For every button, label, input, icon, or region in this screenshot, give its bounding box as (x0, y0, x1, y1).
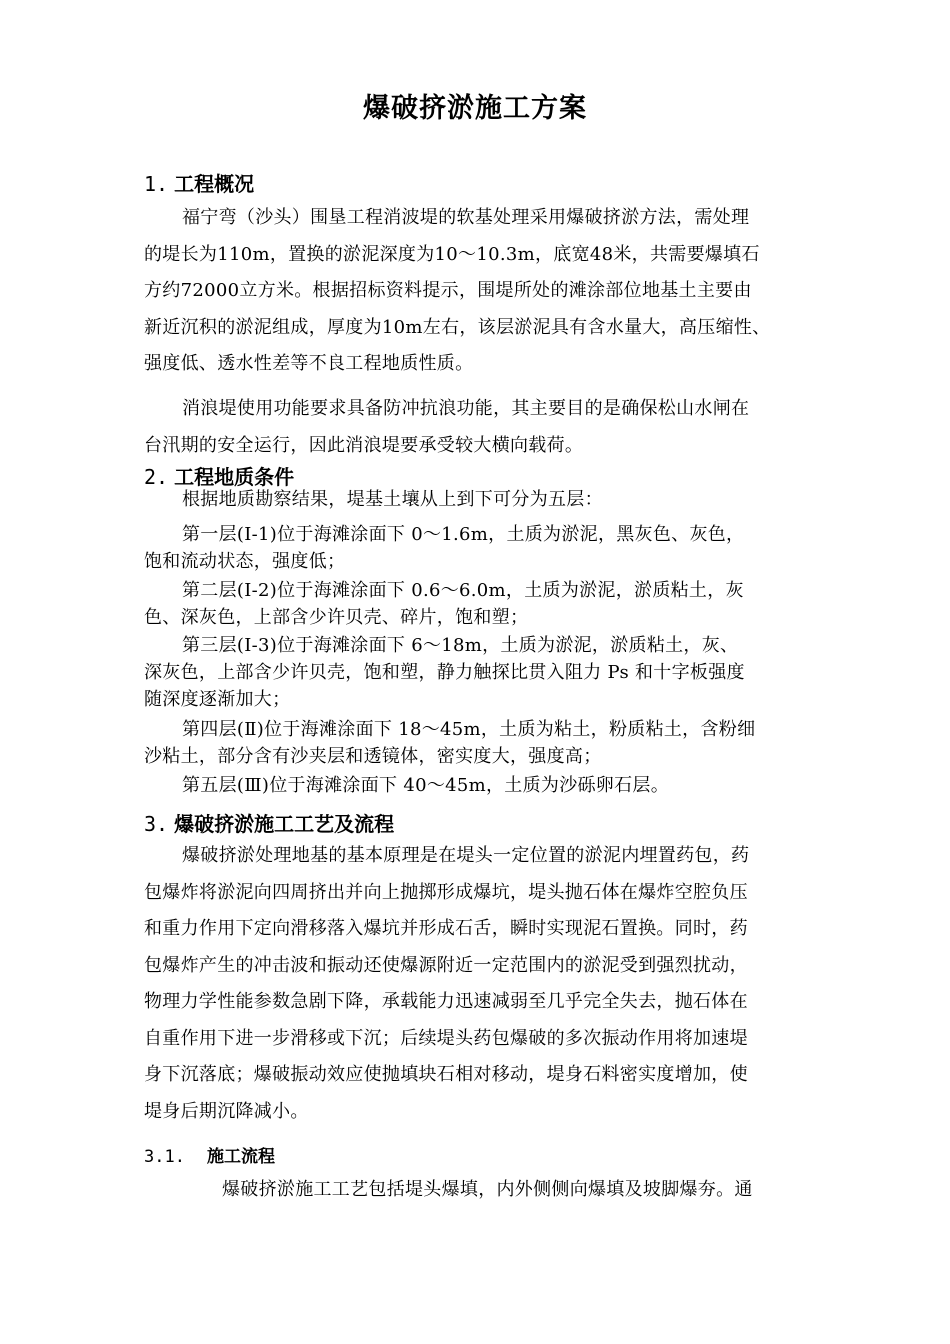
text-line: 消浪堤使用功能要求具备防冲抗浪功能，其主要目的是确保松山水闸在 (182, 398, 750, 419)
paragraph (144, 486, 812, 513)
text-line: 包爆炸将淤泥向四周挤出并向上抛掷形成爆坑，堤头抛石体在爆炸空腔负压 (144, 881, 748, 903)
section-title: 施工流程 (206, 1147, 275, 1167)
text-line: 的堤长为110m，置换的淤泥深度为10～10.3m，底宽48米，共需要爆填石 (144, 243, 760, 265)
text-line: 第四层(Ⅱ)位于海滩涂面下 18～45m，土质为粘土，粉质粘土，含粉细 (182, 719, 756, 740)
section-title: 爆破挤淤施工工艺及流程 (174, 812, 395, 836)
paragraph (144, 391, 812, 464)
text-line: 福宁弯（沙头）围垦工程消波堤的软基处理采用爆破挤淤方法，需处理 (182, 207, 750, 228)
section-number: 3.1. (144, 1147, 185, 1167)
paragraph (144, 1172, 812, 1209)
text-line: 爆破挤淤施工工艺包括堤头爆填，内外侧侧向爆填及坡脚爆夯。通 (222, 1179, 753, 1200)
text-line: 第二层(Ⅰ-2)位于海滩涂面下 0.6～6.0m，土质为淤泥，淤质粘土，灰 (182, 580, 744, 601)
paragraph (144, 716, 812, 770)
paragraph (144, 577, 812, 631)
text-line: 饱和流动状态，强度低； (144, 551, 346, 572)
section-3-heading (144, 808, 394, 837)
text-line: 第一层(Ⅰ-1)位于海滩涂面下 0～1.6m，土质为淤泥，黑灰色、灰色， (182, 524, 745, 545)
text-line: 沙粘土，部分含有沙夹层和透镜体，密实度大，强度高； (144, 746, 602, 767)
section-number: 2. (144, 465, 169, 489)
paragraph (144, 521, 812, 575)
text-line: 物理力学性能参数急剧下降，承载能力迅速减弱至几乎完全失去，抛石体在 (144, 991, 748, 1012)
section-3-1-heading (144, 1142, 275, 1167)
text-line: 堤身后期沉降减小。 (144, 1100, 309, 1122)
section-1-heading (144, 168, 254, 197)
paragraph (144, 200, 812, 383)
text-line: 第五层(Ⅲ)位于海滩涂面下 40～45m，土质为沙砾卵石层。 (182, 775, 669, 796)
text-line: 随深度逐渐加大； (144, 689, 291, 710)
section-number: 1. (144, 172, 169, 196)
text-line: 强度低、透水性差等不良工程地质性质。 (144, 353, 474, 374)
section-title: 工程概况 (174, 172, 255, 196)
paragraph (144, 772, 812, 799)
text-line: 深灰色，上部含少许贝壳，饱和塑，静力触探比贯入阻力 Ps 和十字板强度 (144, 662, 745, 683)
text-line: 第三层(Ⅰ-3)位于海滩涂面下 6～18m，土质为淤泥，淤质粘土，灰、 (182, 635, 739, 656)
section-title: 工程地质条件 (174, 465, 295, 489)
text-line: 方约72000立方米。根据招标资料提示，围堤所处的滩涂部位地基土主要由 (144, 280, 752, 301)
text-line: 身下沉落底；爆破振动效应使抛填块石相对移动，堤身石料密实度增加，使 (144, 1064, 748, 1085)
paragraph (144, 632, 812, 713)
text-line: 自重作用下进一步滑移或下沉；后续堤头药包爆破的多次振动作用将加速堤 (144, 1027, 748, 1049)
paragraph (144, 838, 812, 1130)
text-line: 爆破挤淤处理地基的基本原理是在堤头一定位置的淤泥内埋置药包，药 (182, 845, 750, 866)
text-line: 和重力作用下定向滑移落入爆坑并形成石舌，瞬时实现泥石置换。同时，药 (144, 918, 748, 939)
text-line: 根据地质勘察结果，堤基土壤从上到下可分为五层： (182, 489, 603, 510)
section-number: 3. (144, 812, 169, 836)
page-title: 爆破挤淤施工方案 (363, 93, 587, 124)
text-line: 包爆炸产生的冲击波和振动还使爆源附近一定范围内的淤泥受到强烈扰动， (144, 954, 748, 976)
text-line: 新近沉积的淤泥组成，厚度为10m左右，该层淤泥具有含水量大，高压缩性、 (144, 316, 771, 338)
text-line: 色、深灰色，上部含少许贝壳、碎片，饱和塑； (144, 607, 529, 628)
text-line: 台汛期的安全运行，因此消浪堤要承受较大横向载荷。 (144, 434, 584, 456)
